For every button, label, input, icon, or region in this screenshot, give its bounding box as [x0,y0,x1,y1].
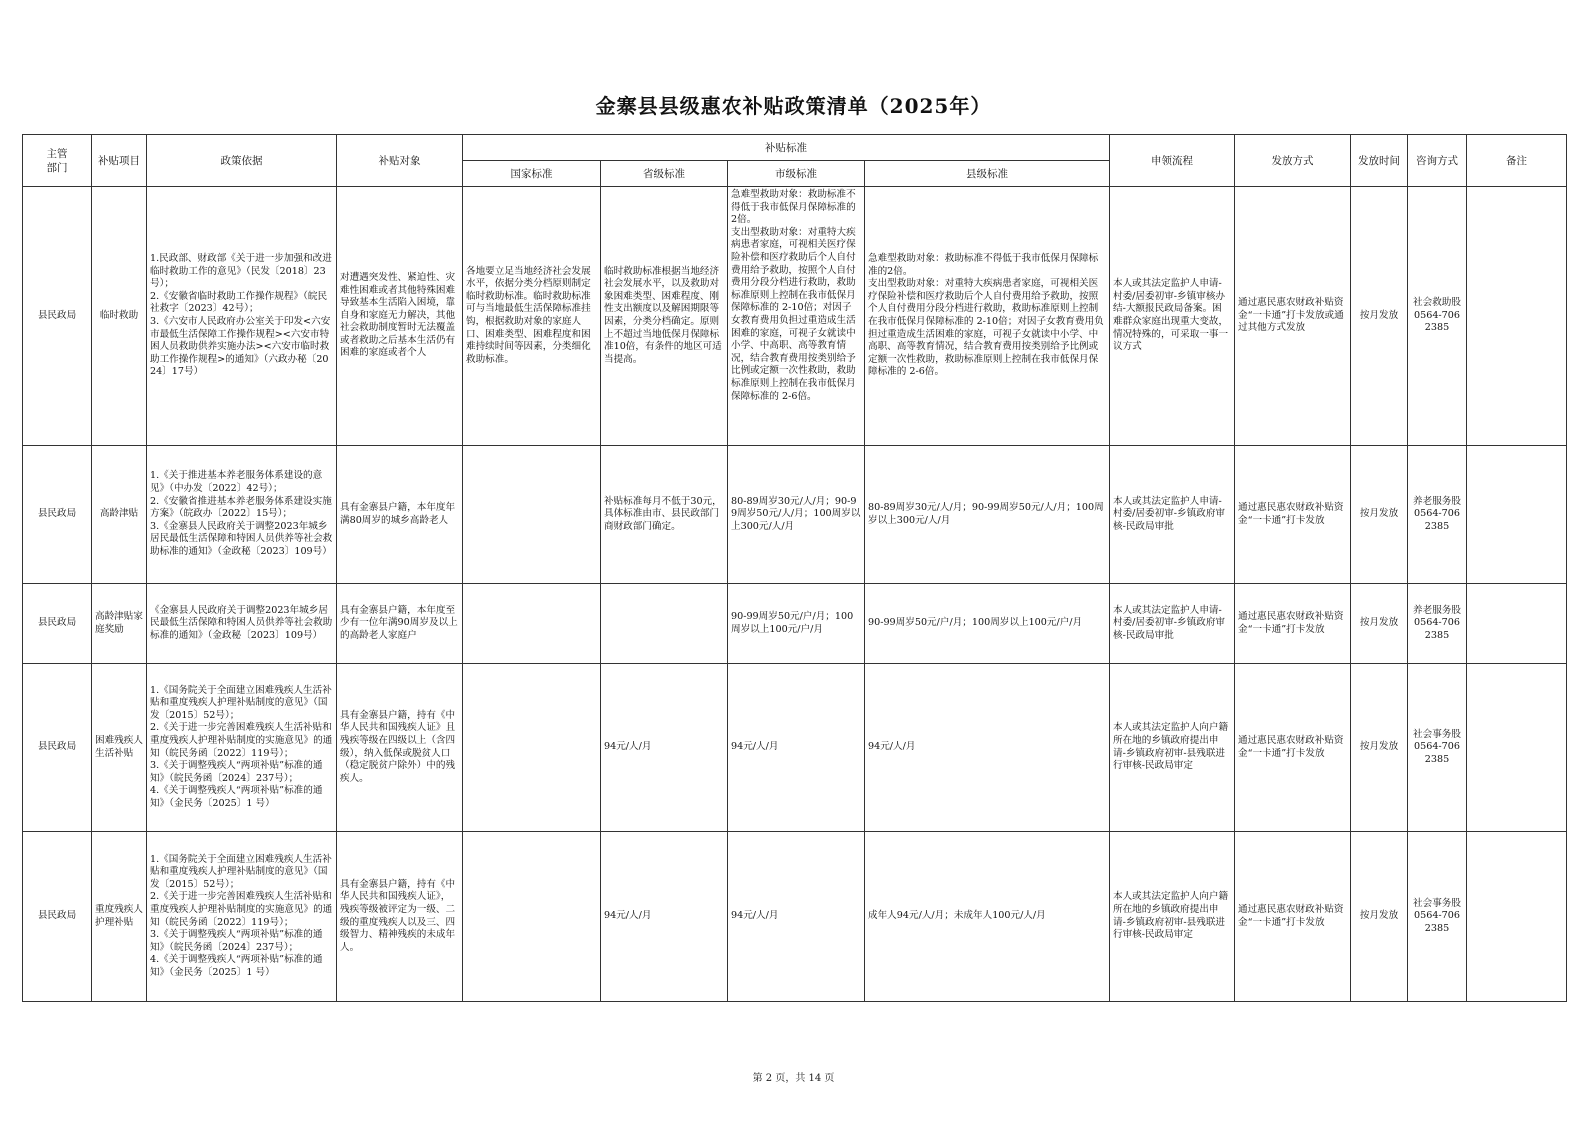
cell-dept: 县民政局 [23,832,92,1002]
cell-process: 本人或其法定监护人向户籍所在地的乡镇政府提出申请-乡镇政府初审-县残联进行审核-民政局审定 [1110,664,1235,832]
cell-remark [1467,832,1567,1002]
table-row [23,446,1567,584]
cell-provincial: 临时救助标准根据当地经济社会发展水平，以及救助对象困难类型、困难程度、刚性支出额度以及解困期限等因素，分类分档确定。原则上不超过当地低保月保障标准10倍，有条件的地区可适当提高。 [601,187,728,446]
cell-target: 具有金寨县户籍，持有《中华人民共和国残疾人证》且残疾等级在四级以上（含四级），纳入低保或脱贫人口（稳定脱贫户除外）中的残疾人。 [337,664,463,832]
cell-basis: 1.《国务院关于全面建立困难残疾人生活补贴和重度残疾人护理补贴制度的意见》（国发〔2015〕52号）； 2.《关于进一步完善困难残疾人生活补贴和重度残疾人护理补贴制度的实施意见》的通知（皖民务函〔2022〕119号）； 3.《关于调整残疾人“两项补贴”标准的通知》（皖民务函〔2024〕237号）； 4.《关于调整残疾人“两项补贴”标准的通知》（金民务〔2025〕1 号） [147,664,337,832]
cell-time: 按月发放 [1351,664,1408,832]
cell-national [463,832,601,1002]
cell-method: 通过惠民惠农财政补贴资金“一卡通”打卡发放 [1235,446,1351,584]
header-target: 补贴对象 [337,135,463,187]
cell-national [463,664,601,832]
cell-basis: 《金寨县人民政府关于调整2023年城乡居民最低生活保障和特困人员供养等社会救助标准的通知》（金政秘〔2023〕109号） [147,584,337,664]
cell-city: 94元/人/月 [728,832,865,1002]
header-basis: 政策依据 [147,135,337,187]
cell-consult: 社会事务股 0564-7062385 [1408,664,1467,832]
cell-method: 通过惠民惠农财政补贴资金“一卡通”打卡发放或通过其他方式发放 [1235,187,1351,446]
table-row [23,584,1567,664]
cell-consult: 养老服务股 0564-7062385 [1408,446,1467,584]
cell-remark [1467,584,1567,664]
cell-county: 急难型救助对象：救助标准不得低于我市低保月保障标准的2倍。 支出型救助对象：对重特大疾病患者家庭，可视相关医疗保险补偿和医疗救助后个人自付费用给予救助，按照个人自付费用分段分档进行救助，救助标准原则上控制在我市低保月保障标准的 2-10倍；对因子女教育费用负担过重造成生活困难的家庭，可视子女就读中小学、中高职、高等教育情况，结合教育费用按类别给予比例或定额一次性救助，救助标准原则上控制在我市低保月保障标准的 2-6倍。 [865,187,1110,446]
document-title: 金寨县县级惠农补贴政策清单（2025年） [595,94,992,118]
cell-county: 80-89周岁30元/人/月；90-99周岁50元/人/月；100周岁以上300元/人/月 [865,446,1110,584]
cell-remark [1467,664,1567,832]
header-item: 补贴项目 [92,135,147,187]
cell-provincial: 94元/人/月 [601,832,728,1002]
cell-county: 90-99周岁50元/户/月；100周岁以上100元/户/月 [865,584,1110,664]
cell-county: 94元/人/月 [865,664,1110,832]
cell-process: 本人或其法定监护人申请-村委/居委初审-乡镇审核办结-大额报民政局备案。困难群众家庭出现重大变故，情况特殊的，可采取一事一议方式 [1110,187,1235,446]
cell-time: 按月发放 [1351,187,1408,446]
cell-target: 具有金寨县户籍，本年度至少有一位年满90周岁及以上的高龄老人家庭户 [337,584,463,664]
page-number: 第 2 页，共 14 页 [752,1073,835,1084]
header-method: 发放方式 [1235,135,1351,187]
cell-dept: 县民政局 [23,446,92,584]
header-consult: 咨询方式 [1408,135,1467,187]
header-provincial: 省级标准 [601,161,728,187]
cell-basis: 1.《国务院关于全面建立困难残疾人生活补贴和重度残疾人护理补贴制度的意见》（国发〔2015〕52号）； 2.《关于进一步完善困难残疾人生活补贴和重度残疾人护理补贴制度的实施意见》的通知（皖民务函〔2022〕119号）； 3.《关于调整残疾人“两项补贴”标准的通知》（皖民务函〔2024〕237号）； 4.《关于调整残疾人“两项补贴”标准的通知》（金民务〔2025〕1 号） [147,832,337,1002]
table-row [23,187,1567,446]
cell-city: 80-89周岁30元/人/月；90-99周岁50元/人/月；100周岁以上300元/人/月 [728,446,865,584]
cell-target: 具有金寨县户籍，持有《中华人民共和国残疾人证》，残疾等级被评定为一级、二级的重度残疾人以及三、四级智力、精神残疾的未成年人。 [337,832,463,1002]
cell-dept: 县民政局 [23,664,92,832]
cell-remark [1467,187,1567,446]
cell-item: 高龄津贴家庭奖励 [92,584,147,664]
cell-process: 本人或其法定监护人申请-村委/居委初审-乡镇政府审核-民政局审批 [1110,584,1235,664]
cell-item: 困难残疾人生活补贴 [92,664,147,832]
cell-consult: 养老服务股 0564-7062385 [1408,584,1467,664]
cell-city: 94元/人/月 [728,664,865,832]
cell-provincial: 94元/人/月 [601,664,728,832]
cell-target: 具有金寨县户籍，本年度年满80周岁的城乡高龄老人 [337,446,463,584]
cell-national [463,584,601,664]
cell-consult: 社会救助股 0564-7062385 [1408,187,1467,446]
cell-item: 临时救助 [92,187,147,446]
cell-time: 按月发放 [1351,584,1408,664]
cell-city: 90-99周岁50元/户/月；100周岁以上100元/户/月 [728,584,865,664]
cell-target: 对遭遇突发性、紧迫性、灾难性困难或者其他特殊困难导致基本生活陷入困境，靠自身和家庭无力解决，其他社会救助制度暂时无法覆盖或者救助之后基本生活仍有困难的家庭或者个人 [337,187,463,446]
header-time: 发放时间 [1351,135,1408,187]
cell-basis: 1.《关于推进基本养老服务体系建设的意见》（中办发〔2022〕42号）； 2.《安徽省推进基本养老服务体系建设实施方案》（皖政办〔2022〕15号）； 3.《金寨县人民政府关于调整2023年城乡居民最低生活保障和特困人员供养等社会救助标准的通知》（金政秘〔2023〕109号） [147,446,337,584]
cell-item: 重度残疾人护理补贴 [92,832,147,1002]
cell-time: 按月发放 [1351,832,1408,1002]
cell-basis: 1.民政部、财政部《关于进一步加强和改进临时救助工作的意见》（民发〔2018〕23号）； 2.《安徽省临时救助工作操作规程》（皖民社救字〔2023〕42号）； 3.《六安市人民政府办公室关于印发<六安市最低生活保障工作操作规程><六安市特困人员救助供养实施办法><六安市临时救助工作操作规程>的通知》（六政办秘〔2024〕17号） [147,187,337,446]
header-national: 国家标准 [463,161,601,187]
cell-remark [1467,446,1567,584]
cell-method: 通过惠民惠农财政补贴资金“一卡通”打卡发放 [1235,584,1351,664]
cell-process: 本人或其法定监护人申请-村委/居委初审-乡镇政府审核-民政局审批 [1110,446,1235,584]
cell-item: 高龄津贴 [92,446,147,584]
cell-provincial: 补贴标准每月不低于30元，具体标准由市、县民政部门商财政部门确定。 [601,446,728,584]
header-remark: 备注 [1467,135,1567,187]
cell-time: 按月发放 [1351,446,1408,584]
header-standard-group: 补贴标准 [463,135,1110,161]
cell-provincial [601,584,728,664]
header-county: 县级标准 [865,161,1110,187]
header-dept: 主管 部门 [23,135,92,187]
cell-dept: 县民政局 [23,187,92,446]
table-row [23,832,1567,1002]
cell-county: 成年人94元/人/月；未成年人100元/人/月 [865,832,1110,1002]
policy-table [22,134,1567,1002]
header-city: 市级标准 [728,161,865,187]
cell-consult: 社会事务股 0564-7062385 [1408,832,1467,1002]
cell-method: 通过惠民惠农财政补贴资金“一卡通”打卡发放 [1235,664,1351,832]
cell-process: 本人或其法定监护人向户籍所在地的乡镇政府提出申请-乡镇政府初审-县残联进行审核-民政局审定 [1110,832,1235,1002]
table-row [23,664,1567,832]
cell-dept: 县民政局 [23,584,92,664]
cell-national: 各地要立足当地经济社会发展水平，依据分类分档原则制定临时救助标准。临时救助标准可与当地最低生活保障标准挂钩，根据救助对象的家庭人口、困难类型、困难程度和困难持续时间等因素，分类细化救助标准。 [463,187,601,446]
cell-city: 急难型救助对象：救助标准不得低于我市低保月保障标准的2倍。 支出型救助对象：对重特大疾病患者家庭，可视相关医疗保险补偿和医疗救助后个人自付费用给予救助，按照个人自付费用分段分档进行救助，救助标准原则上控制在我市低保月保障标准的 2-10倍；对因子女教育费用负担过重造成生活困难的家庭，可视子女就读中小学、中高职、高等教育情况，结合教育费用按类别给予比例或定额一次性救助，救助标准原则上控制在我市低保月保障标准的 2-6倍。 [728,187,865,446]
header-process: 申领流程 [1110,135,1235,187]
cell-national [463,446,601,584]
cell-method: 通过惠民惠农财政补贴资金“一卡通”打卡发放 [1235,832,1351,1002]
